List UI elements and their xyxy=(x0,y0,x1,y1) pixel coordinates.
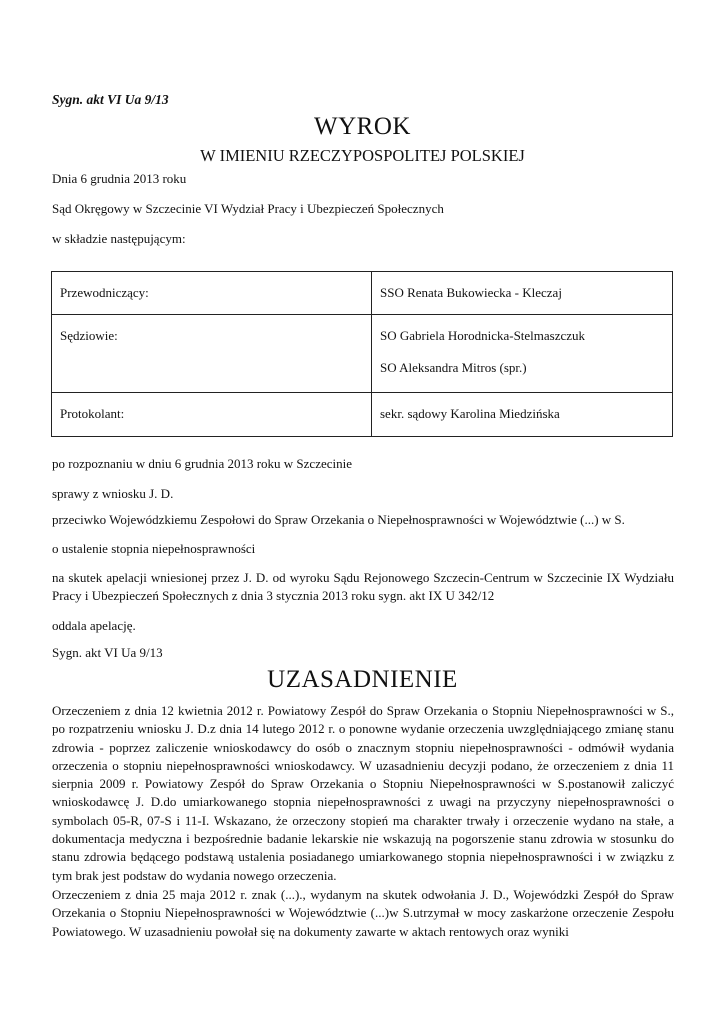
presiding-label: Przewodniczący: xyxy=(52,272,372,315)
justification-title: UZASADNIENIE xyxy=(267,666,458,693)
defendant-line: przeciwko Wojewódzkiemu Zespołowi do Spraw Orzekania o Niepełnosprawności w Województwie (...) w S. xyxy=(52,512,625,527)
clerk-label: Protokolant: xyxy=(52,393,372,437)
examination-line: po rozpoznaniu w dniu 6 grudnia 2013 roku w Szczecinie xyxy=(52,456,353,471)
justification-paragraph-1: Orzeczeniem z dnia 12 kwietnia 2012 r. Powiatowy Zespół do Spraw Orzekania o Stopniu Niepełnosprawności w S., po rozpatrzeniu wniosku J. D.z dnia 14 lutego 2012 r. o ponowne wydanie orzeczenia uwzględniającego zmianę stanu zdrowia - poprzez zaliczenie wnioskodawcy do osób o znacznym stopniu niepełnosprawności - odmówił wydania orzeczenia o stopniu niepełnosprawności wnioskodawcy. W uzasadnieniu decyzji podano, że orzeczeniem z dnia 11 sierpnia 2009 r. Powiatowy Zespół do Spraw Orzekania o Stopniu Niepełnosprawności w S.postanowił zaliczyć wnioskodawcę J. D.do umiarkowanego stopnia niepełnosprawności z uwagi na przyczyny niepełnosprawności o symbolach 05-R, 07-S i 11-I. Wskazano, że orzeczony stopień ma charakter trwały i orzeczenie wydano na stałe, a dokumentacja medyczna i bezpośrednie badanie lekarskie nie wskazują na pogorszenie stanu zdrowia w stosunku do stanu zdrowia będącego podstawą ustalenia posiadanego umiarkowanego stopnia niepełnosprawności i w związku z tym brak jest podstaw do wydania nowego orzeczenia. xyxy=(52,703,674,883)
case-signature: Sygn. akt VI Ua 9/13 xyxy=(52,92,169,107)
case-signature-repeat: Sygn. akt VI Ua 9/13 xyxy=(52,645,163,660)
judgment-subtitle: W IMIENIU RZECZYPOSPOLITEJ POLSKIEJ xyxy=(200,146,525,165)
clerk-name: sekr. sądowy Karolina Miedzińska xyxy=(372,393,673,437)
judgment-date: Dnia 6 grudnia 2013 roku xyxy=(52,171,187,186)
judgment-title: WYROK xyxy=(314,113,411,140)
table-row xyxy=(52,315,673,393)
table-row xyxy=(52,393,673,437)
ruling-line: oddala apelację. xyxy=(52,618,136,633)
judge-name: SO Aleksandra Mitros (spr.) xyxy=(380,360,527,375)
court-name: Sąd Okręgowy w Szczecinie VI Wydział Pracy i Ubezpieczeń Społecznych xyxy=(52,201,444,216)
judge-name: SO Gabriela Horodnicka-Stelmaszczuk xyxy=(380,328,586,343)
composition-intro: w składzie następującym: xyxy=(52,231,186,246)
appeal-paragraph: na skutek apelacji wniesionej przez J. D. od wyroku Sądu Rejonowego Szczecin-Centrum w Szczecinie IX Wydziału Pracy i Ubezpieczeń Społecznych z dnia 3 stycznia 2013 roku sygn. akt IX U 342/12 xyxy=(52,570,674,604)
case-line: sprawy z wniosku J. D. xyxy=(52,486,174,501)
judges-cell xyxy=(372,315,673,393)
judges-label: Sędziowie: xyxy=(52,315,372,393)
table-row xyxy=(52,272,673,315)
subject-line: o ustalenie stopnia niepełnosprawności xyxy=(52,541,256,556)
court-composition-table xyxy=(51,271,673,437)
presiding-name: SSO Renata Bukowiecka - Kleczaj xyxy=(372,272,673,315)
justification-paragraph-2: Orzeczeniem z dnia 25 maja 2012 r. znak (...)., wydanym na skutek odwołania J. D., Wojewódzki Zespół do Spraw Orzekania o Stopniu Niepełnosprawności w Województwie (...)w S.utrzymał w mocy zaskarżone orzeczenie Zespołu Powiatowego. W uzasadnieniu powołał się na dokumenty zawarte w aktach rentowych oraz wyniki xyxy=(52,887,674,939)
